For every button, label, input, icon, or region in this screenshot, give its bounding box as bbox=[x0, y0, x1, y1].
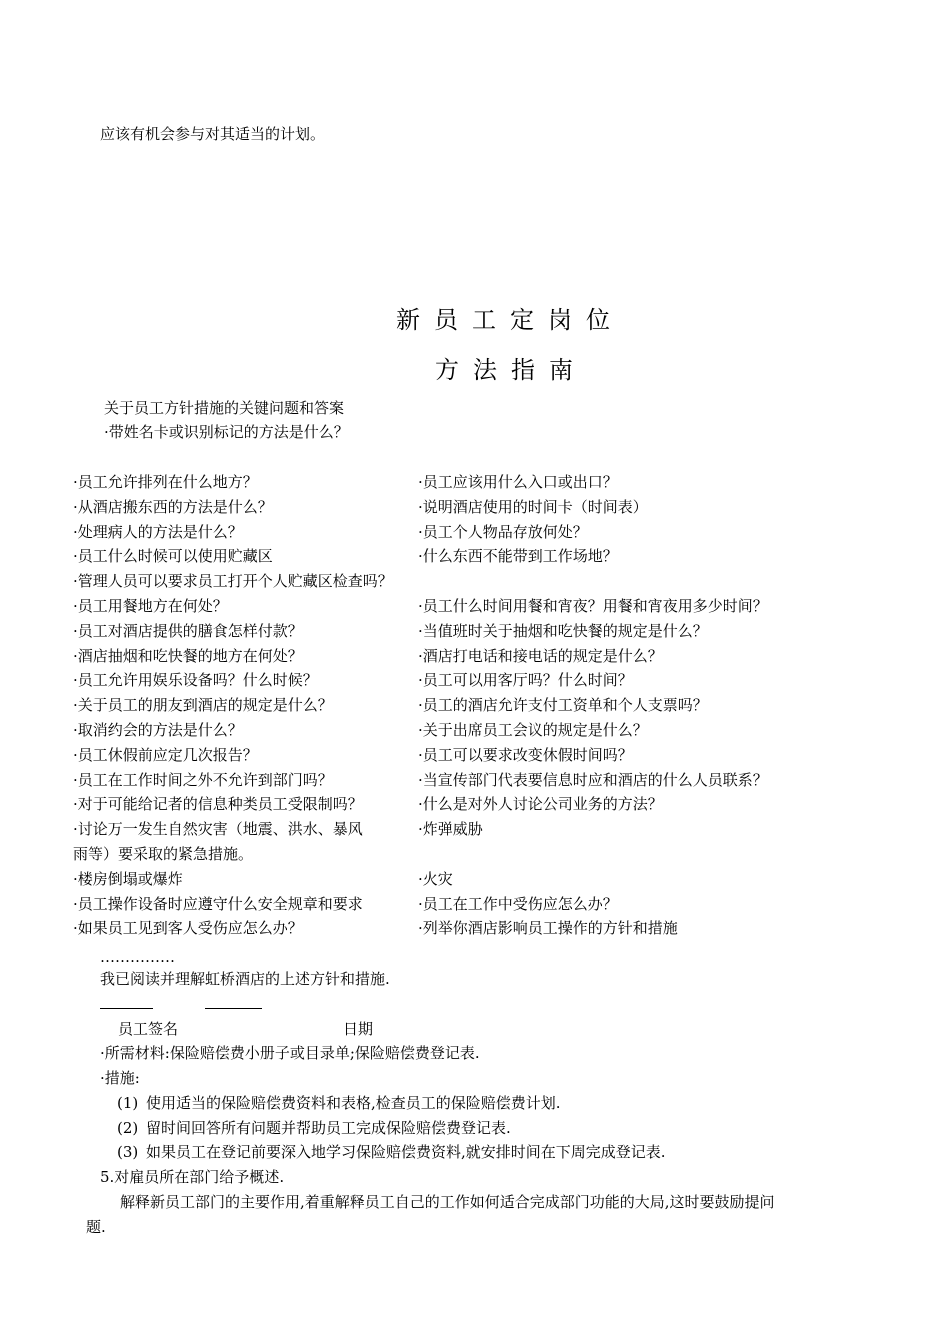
measure-text: 如果员工在登记前要深入地学习保险赔偿费资料,就安排时间在下周完成登记表. bbox=[146, 1143, 666, 1161]
question-left: ·取消约会的方法是什么？ bbox=[73, 721, 243, 739]
question-left: ·员工对酒店提供的膳食怎样付款？ bbox=[73, 622, 303, 640]
date-label: 日期 bbox=[343, 1020, 374, 1038]
question-right: ·说明酒店使用的时间卡（时间表） bbox=[418, 498, 648, 516]
measure-number: (3) bbox=[117, 1143, 139, 1161]
question-left: ·楼房倒塌或爆炸 bbox=[73, 870, 183, 888]
measure-text: 使用适当的保险赔偿费资料和表格,检查员工的保险赔偿费计划. bbox=[146, 1094, 561, 1112]
question-right: ·员工在工作中受伤应怎么办？ bbox=[418, 895, 618, 913]
question-right: ·关于出席员工会议的规定是什么？ bbox=[418, 721, 648, 739]
measure-number: (1) bbox=[117, 1094, 139, 1112]
question-right: ·员工什么时间用餐和宵夜？用餐和宵夜用多少时间？ bbox=[418, 597, 768, 615]
section-5-body: 解释新员工部门的主要作用,着重解释员工自己的工作如何适合完成部门功能的大局,这时要鼓励提问 bbox=[120, 1193, 775, 1211]
question-right: ·什么是对外人讨论公司业务的方法？ bbox=[418, 795, 663, 813]
section-heading: 关于员工方针措施的关键问题和答案 bbox=[104, 399, 345, 417]
date-line bbox=[205, 1008, 262, 1009]
question-right: ·当值班时关于抽烟和吃快餐的规定是什么？ bbox=[418, 622, 708, 640]
intro-line: 应该有机会参与对其适当的计划。 bbox=[100, 125, 326, 143]
question-left: ·讨论万一发生自然灾害（地震、洪水、暴风 bbox=[73, 820, 363, 838]
question-left: ·员工什么时候可以使用贮藏区 bbox=[73, 547, 273, 565]
question-right: ·酒店打电话和接电话的规定是什么？ bbox=[418, 647, 663, 665]
question-right: ·什么东西不能带到工作场地？ bbox=[418, 547, 618, 565]
measure-text: 留时间回答所有问题并帮助员工完成保险赔偿费登记表. bbox=[146, 1119, 511, 1137]
first-question: ·带姓名卡或识别标记的方法是什么？ bbox=[104, 423, 349, 441]
question-left: ·员工在工作时间之外不允许到部门吗？ bbox=[73, 771, 333, 789]
question-right: ·员工可以要求改变休假时间吗？ bbox=[418, 746, 633, 764]
ellipsis: …………… bbox=[100, 948, 175, 966]
page-title: 新员工定岗位 bbox=[396, 306, 624, 334]
measures-label: ·措施: bbox=[100, 1069, 140, 1087]
question-right: ·当宣传部门代表要信息时应和酒店的什么人员联系？ bbox=[418, 771, 768, 789]
question-right: ·炸弹威胁 bbox=[418, 820, 483, 838]
section-5-heading: 5.对雇员所在部门给予概述. bbox=[100, 1168, 285, 1186]
measure-number: (2) bbox=[117, 1119, 139, 1137]
question-left: ·从酒店搬东西的方法是什么？ bbox=[73, 498, 273, 516]
signature-label: 员工签名 bbox=[118, 1020, 179, 1038]
question-left: ·对于可能给记者的信息种类员工受限制吗？ bbox=[73, 795, 363, 813]
section-5-body-continued: 题. bbox=[86, 1218, 106, 1236]
question-left: 雨等）要采取的紧急措施。 bbox=[73, 845, 254, 863]
question-right: ·员工个人物品存放何处？ bbox=[418, 523, 588, 541]
question-right: ·员工应该用什么入口或出口？ bbox=[418, 473, 618, 491]
question-right: ·员工的酒店允许支付工资单和个人支票吗？ bbox=[418, 696, 708, 714]
question-left: ·员工允许用娱乐设备吗？什么时候？ bbox=[73, 671, 318, 689]
question-left: ·如果员工见到客人受伤应怎么办？ bbox=[73, 919, 303, 937]
confirmation-statement: 我已阅读并理解虹桥酒店的上述方针和措施. bbox=[100, 970, 390, 988]
signature-line bbox=[100, 1008, 153, 1009]
question-right: ·列举你酒店影响员工操作的方针和措施 bbox=[418, 919, 678, 937]
question-left: ·员工允许排列在什么地方？ bbox=[73, 473, 258, 491]
question-left: ·关于员工的朋友到酒店的规定是什么？ bbox=[73, 696, 333, 714]
question-right: ·员工可以用客厅吗？什么时间？ bbox=[418, 671, 633, 689]
question-left: ·处理病人的方法是什么？ bbox=[73, 523, 243, 541]
question-left: ·员工休假前应定几次报告？ bbox=[73, 746, 258, 764]
question-left: ·员工用餐地方在何处？ bbox=[73, 597, 228, 615]
question-left: ·管理人员可以要求员工打开个人贮藏区检查吗？ bbox=[73, 572, 393, 590]
question-left: ·员工操作设备时应遵守什么安全规章和要求 bbox=[73, 895, 363, 913]
materials-line: ·所需材料:保险赔偿费小册子或目录单;保险赔偿费登记表. bbox=[100, 1044, 480, 1062]
page-subtitle: 方法指南 bbox=[435, 356, 587, 384]
question-left: ·酒店抽烟和吃快餐的地方在何处？ bbox=[73, 647, 303, 665]
question-right: ·火灾 bbox=[418, 870, 453, 888]
